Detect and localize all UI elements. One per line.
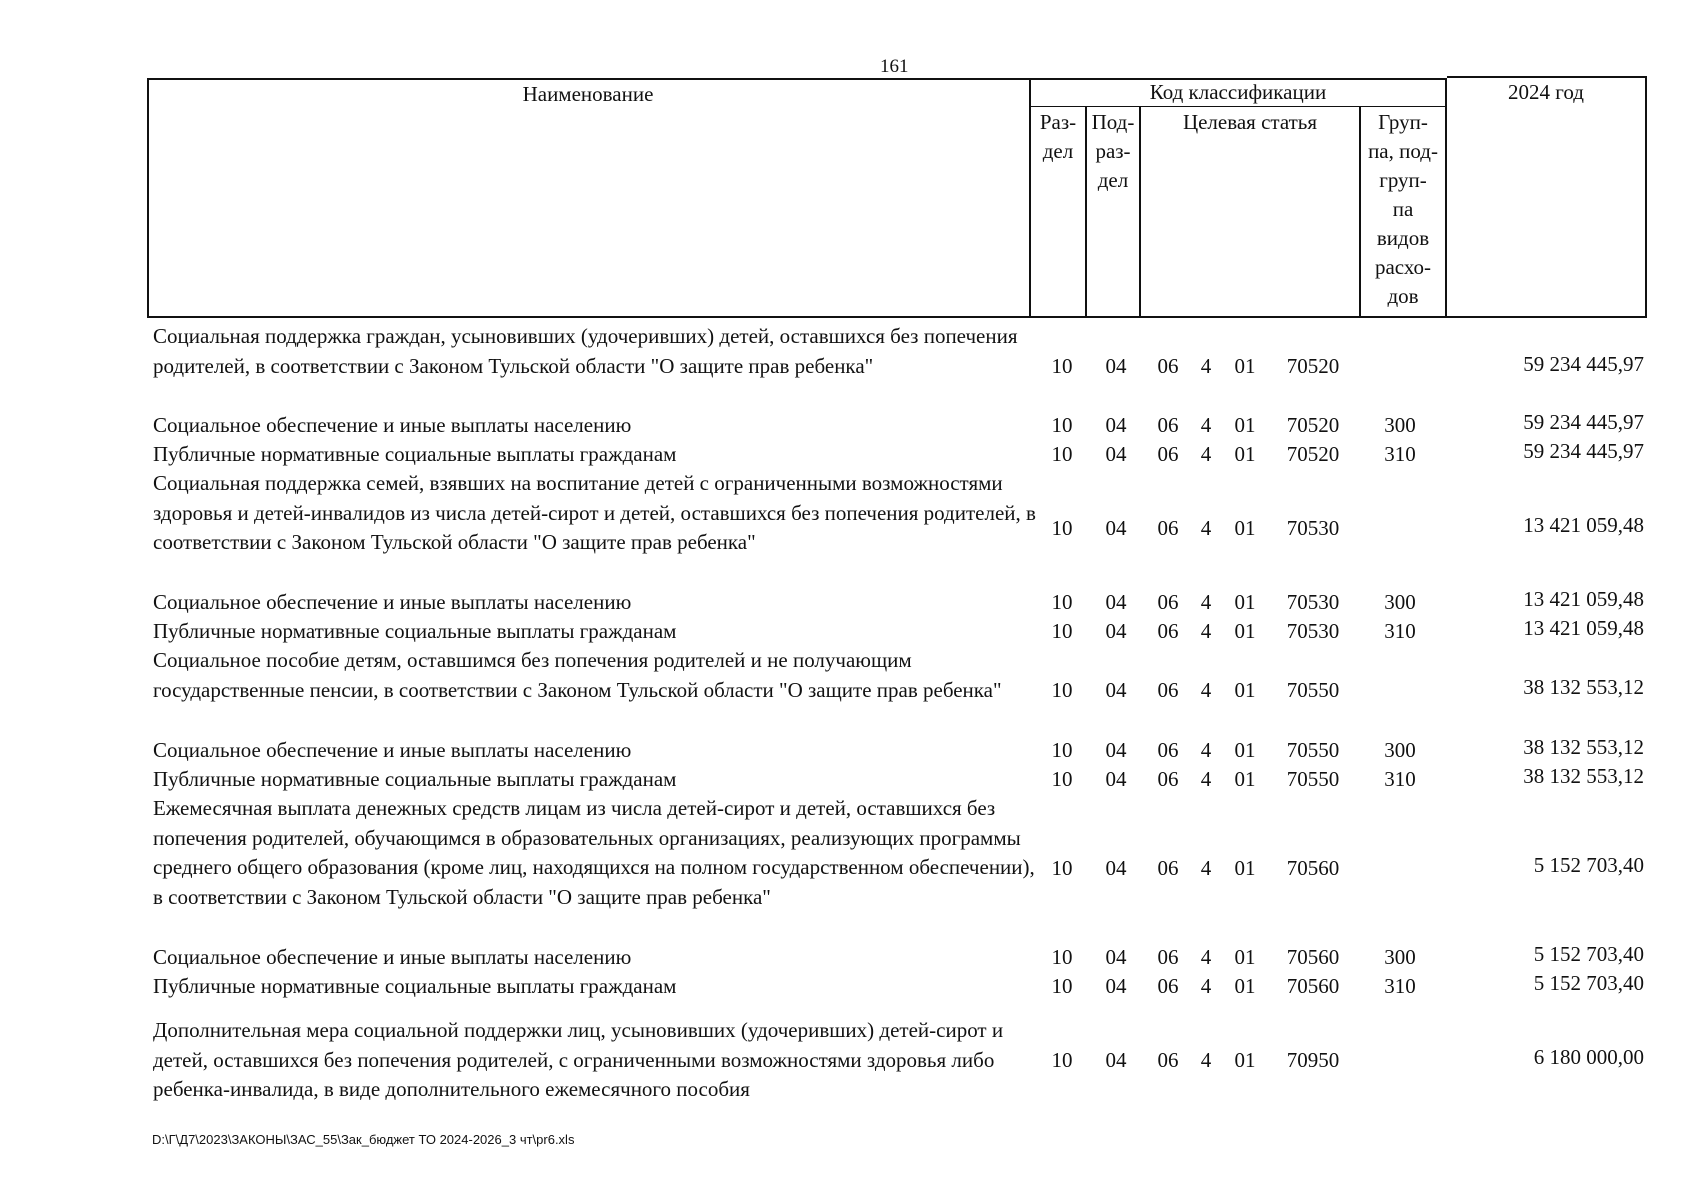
row-amount: 13 421 059,48 [1523, 587, 1644, 611]
row-target-4: 70520 [1286, 442, 1340, 466]
row-name: Публичные нормативные социальные выплаты гражданам [153, 767, 677, 791]
row-podrazdel: 04 [1105, 442, 1127, 466]
file-path-footer: D:\Г\Д7\2023\ЗАКОНЫ\ЗАС_55\Зак_бюджет ТО 2024-2026_3 чт\pr6.xls [152, 1132, 575, 1147]
row-target-2: 4 [1200, 516, 1212, 540]
row-target-4: 70550 [1286, 678, 1340, 702]
row-razdel: 10 [1051, 413, 1073, 437]
row-razdel: 10 [1051, 974, 1073, 998]
row-amount: 59 234 445,97 [1523, 410, 1644, 434]
row-group: 310 [1384, 767, 1416, 791]
row-target-2: 4 [1200, 354, 1212, 378]
row-name: Публичные нормативные социальные выплаты гражданам [153, 442, 677, 466]
row-target-1: 06 [1157, 856, 1179, 880]
row-target-1: 06 [1157, 945, 1179, 969]
row-target-3: 01 [1234, 1048, 1256, 1072]
row-group: 310 [1384, 442, 1416, 466]
row-target-1: 06 [1157, 590, 1179, 614]
row-podrazdel: 04 [1105, 738, 1127, 762]
row-podrazdel: 04 [1105, 413, 1127, 437]
row-target-1: 06 [1157, 619, 1179, 643]
header-year: 2024 год [1508, 80, 1584, 104]
row-razdel: 10 [1051, 856, 1073, 880]
row-name: Социальная поддержка граждан, усыновивших (удочеривших) детей, оставшихся без попечения родителей, в соответствии с Законом Тульской области "О защите прав ребенка" [153, 324, 1018, 378]
row-name: Социальная поддержка семей, взявших на воспитание детей с ограниченными возможностями здоровья и детей-инвалидов из числа детей-сирот и детей, оставшихся без попечения родителей, в соответствии с Законом Тульской области "О защите прав ребенка" [153, 471, 1036, 554]
header-group: Груп- па, под- груп- па видов расхо- дов [1368, 110, 1438, 308]
row-target-2: 4 [1200, 767, 1212, 791]
row-podrazdel: 04 [1105, 516, 1127, 540]
row-razdel: 10 [1051, 738, 1073, 762]
header-razdel: Раз- дел [1039, 110, 1077, 163]
row-target-3: 01 [1234, 945, 1256, 969]
row-target-4: 70560 [1286, 856, 1340, 880]
row-group: 300 [1384, 413, 1416, 437]
row-target-4: 70550 [1286, 738, 1340, 762]
row-target-2: 4 [1200, 413, 1212, 437]
row-target-2: 4 [1200, 738, 1212, 762]
table-header [147, 78, 1647, 318]
row-target-4: 70520 [1286, 354, 1340, 378]
header-name: Наименование [522, 82, 654, 106]
row-razdel: 10 [1051, 442, 1073, 466]
page-number: 161 [880, 56, 909, 77]
row-target-1: 06 [1157, 974, 1179, 998]
row-podrazdel: 04 [1105, 354, 1127, 378]
row-target-3: 01 [1234, 974, 1256, 998]
row-target-4: 70530 [1286, 590, 1340, 614]
row-target-3: 01 [1234, 738, 1256, 762]
row-target-4: 70530 [1286, 516, 1340, 540]
row-target-4: 70520 [1286, 413, 1340, 437]
header-code-classification: Код классификации [1149, 80, 1327, 104]
row-target-4: 70550 [1286, 767, 1340, 791]
row-razdel: 10 [1051, 678, 1073, 702]
row-target-4: 70530 [1286, 619, 1340, 643]
row-podrazdel: 04 [1105, 856, 1127, 880]
row-target-2: 4 [1200, 678, 1212, 702]
row-target-1: 06 [1157, 354, 1179, 378]
row-podrazdel: 04 [1105, 619, 1127, 643]
row-target-1: 06 [1157, 442, 1179, 466]
row-target-3: 01 [1234, 413, 1256, 437]
row-podrazdel: 04 [1105, 767, 1127, 791]
row-name: Социальное обеспечение и иные выплаты населению [153, 945, 632, 969]
row-podrazdel: 04 [1105, 974, 1127, 998]
row-razdel: 10 [1051, 590, 1073, 614]
row-target-2: 4 [1200, 974, 1212, 998]
row-group: 300 [1384, 590, 1416, 614]
row-target-2: 4 [1200, 856, 1212, 880]
row-podrazdel: 04 [1105, 678, 1127, 702]
header-target: Целевая статья [1182, 110, 1318, 134]
row-target-1: 06 [1157, 1048, 1179, 1072]
row-name: Социальное обеспечение и иные выплаты населению [153, 738, 632, 762]
row-target-1: 06 [1157, 738, 1179, 762]
row-group: 310 [1384, 974, 1416, 998]
row-amount: 38 132 553,12 [1523, 675, 1644, 699]
row-razdel: 10 [1051, 1048, 1073, 1072]
row-target-4: 70560 [1286, 974, 1340, 998]
row-target-4: 70950 [1286, 1048, 1340, 1072]
row-name: Ежемесячная выплата денежных средств лицам из числа детей-сирот и детей, оставшихся без попечения родителей, обучающимся в образовательных организациях, реализующих программы среднего общего образования (кроме лиц, находящихся на полном государственном обеспечении), в соответствии с Законом Тульской области "О защите прав ребенка" [153, 796, 1035, 909]
row-target-3: 01 [1234, 856, 1256, 880]
row-razdel: 10 [1051, 354, 1073, 378]
row-amount: 5 152 703,40 [1533, 853, 1644, 877]
row-amount: 5 152 703,40 [1533, 971, 1644, 995]
row-group: 310 [1384, 619, 1416, 643]
row-target-3: 01 [1234, 678, 1256, 702]
row-target-1: 06 [1157, 413, 1179, 437]
row-amount: 59 234 445,97 [1523, 352, 1644, 376]
header-podrazdel: Под- раз- дел [1091, 110, 1135, 192]
row-name: Социальное обеспечение и иные выплаты населению [153, 413, 632, 437]
row-group: 300 [1384, 945, 1416, 969]
row-target-3: 01 [1234, 442, 1256, 466]
row-name: Дополнительная мера социальной поддержки лиц, усыновивших (удочеривших) детей-сирот и детей, оставшихся без попечения родителей, с ограниченными возможностями здоровья либо ребенка-инвалида, в виде дополнительного ежемесячного пособия [153, 1018, 1004, 1101]
row-target-3: 01 [1234, 354, 1256, 378]
row-target-1: 06 [1157, 767, 1179, 791]
row-razdel: 10 [1051, 619, 1073, 643]
row-amount: 59 234 445,97 [1523, 439, 1644, 463]
row-target-1: 06 [1157, 516, 1179, 540]
row-name: Публичные нормативные социальные выплаты гражданам [153, 974, 677, 998]
row-name: Публичные нормативные социальные выплаты гражданам [153, 619, 677, 643]
row-podrazdel: 04 [1105, 590, 1127, 614]
row-target-3: 01 [1234, 767, 1256, 791]
row-razdel: 10 [1051, 516, 1073, 540]
row-group: 300 [1384, 738, 1416, 762]
row-target-2: 4 [1200, 442, 1212, 466]
row-razdel: 10 [1051, 945, 1073, 969]
row-target-1: 06 [1157, 678, 1179, 702]
row-name: Социальное пособие детям, оставшимся без попечения родителей и не получающим государственные пенсии, в соответствии с Законом Тульской области "О защите прав ребенка" [153, 648, 1002, 702]
row-target-2: 4 [1200, 619, 1212, 643]
row-target-3: 01 [1234, 590, 1256, 614]
row-amount: 38 132 553,12 [1523, 764, 1644, 788]
row-target-3: 01 [1234, 619, 1256, 643]
row-amount: 13 421 059,48 [1523, 513, 1644, 537]
row-target-4: 70560 [1286, 945, 1340, 969]
row-target-2: 4 [1200, 1048, 1212, 1072]
row-podrazdel: 04 [1105, 1048, 1127, 1072]
row-razdel: 10 [1051, 767, 1073, 791]
row-podrazdel: 04 [1105, 945, 1127, 969]
row-amount: 13 421 059,48 [1523, 616, 1644, 640]
row-amount: 38 132 553,12 [1523, 735, 1644, 759]
row-name: Социальное обеспечение и иные выплаты населению [153, 590, 632, 614]
row-target-2: 4 [1200, 590, 1212, 614]
row-amount: 6 180 000,00 [1533, 1045, 1644, 1069]
row-target-2: 4 [1200, 945, 1212, 969]
row-amount: 5 152 703,40 [1533, 942, 1644, 966]
row-target-3: 01 [1234, 516, 1256, 540]
